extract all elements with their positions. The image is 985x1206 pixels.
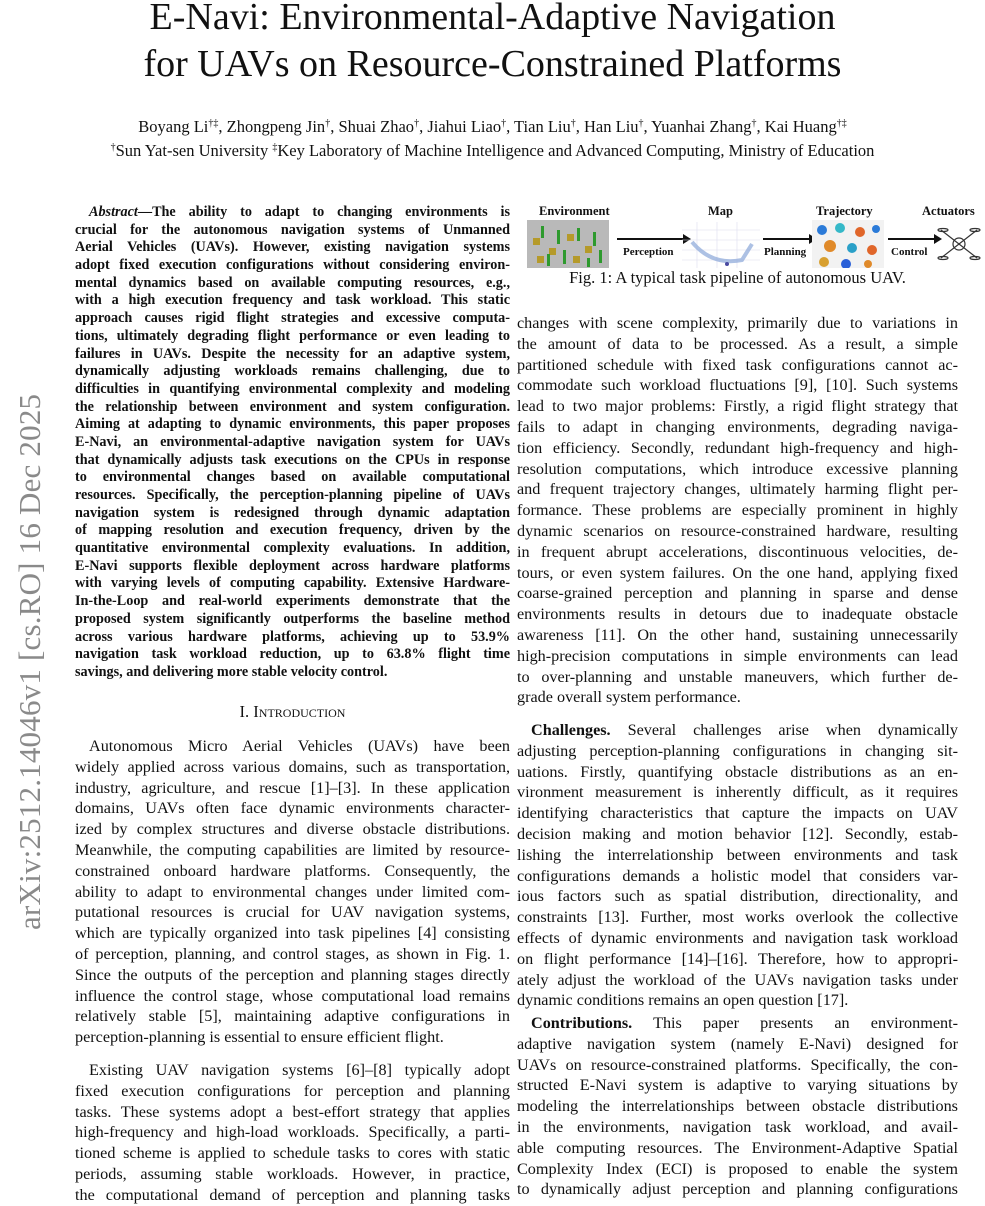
line-text: ability to adapt to environmental changes under limited com- [75,882,510,901]
abstract-line-text: E-Navi, an environmental-adaptive navigation system for UAVs [75,433,510,450]
paragraph-line [75,861,510,882]
paragraph-line [517,417,958,438]
abstract-line [75,522,510,540]
line-text: environments results in detours due to inadequate obstacle [517,605,958,624]
line-text: tioned scheme is applied to schedule tasks to cores with static [75,1144,510,1163]
title-line: for UAVs on Resource-Constrained Platforms [143,43,842,85]
paragraph-line [517,563,958,584]
line-text: lishing the interrelationship between environments and task [517,845,958,864]
line-text: high-precision computations in simple environments can lead [517,646,958,665]
map-image [682,222,760,268]
line-text: putational resources is crucial for UAV navigation systems, [75,903,510,922]
line-text: tion efficiency. Secondly, redundant high-frequency and high- [517,438,958,457]
abstract-line-text: the relationship between environment and system configuration. [75,398,510,415]
paragraph-line [517,928,958,949]
line-text: influence the control stage, whose computational load remains [75,986,510,1005]
abstract-line-text: crucial for the autonomous navigation systems of Unmanned [75,221,510,238]
author-mark: †‡ [208,117,219,129]
paragraph-line [517,1138,958,1159]
author-list [0,117,985,137]
label-map: Map [708,204,733,218]
line-text: decision making and motion behavior [12]. Secondly, estab- [517,824,958,843]
author-separator: , [756,117,765,136]
paragraph-line [517,803,958,824]
abstract-line [75,469,510,487]
paragraph-line [75,1027,510,1048]
line-text: industry, agriculture, and rescue [1]–[3]. In these application [75,778,510,797]
author-separator: , [419,117,428,136]
paragraph-line [517,949,958,970]
paragraph-line [75,944,510,965]
line-text: fixed execution configurations for perception and planning [75,1081,510,1100]
line-text: ious factors such as spatial distribution, directionality, and [517,887,958,906]
arrow-perception [617,238,689,240]
author-name: Tian Liu [514,117,571,136]
abstract-line-text: E-Navi supports flexible deployment across hardware platforms [75,557,510,574]
author-name: Jiahui Liao [427,117,502,136]
abstract-line [75,416,510,434]
abstract-line [75,363,510,381]
paragraph-line [75,757,510,778]
line-text: structed E-Navi system is adaptive to varying situations by [517,1076,958,1095]
paragraph-lead: Contributions. [531,1014,633,1032]
paragraph-line [517,1117,958,1138]
paragraph-line [517,1075,958,1096]
abstract-line [75,505,510,523]
author-mark: † [570,117,576,129]
line-text: and frequent trajectory changes, ultimately harming flight per- [517,480,958,499]
abstract-line-text: navigation system is redesigned through dynamic adaptation [75,504,510,521]
paragraph-line [75,923,510,944]
line-text: constrained onboard hardware platforms. Consequently, the [75,861,510,880]
author-mark: † [414,117,420,129]
author-mark: †‡ [836,117,847,129]
abstract [75,204,510,682]
abstract-line-text: tions, ultimately degrading flight performance or even leading to [75,327,510,344]
paragraph-line [517,762,958,783]
title-line: E-Navi: Environmental-Adaptive Navigation [149,0,836,38]
paragraph-line [517,438,958,459]
paragraph-line [517,667,958,688]
paragraph-line [517,521,958,542]
author-name: Han Liu [584,117,639,136]
figure-1-pipeline [525,200,985,270]
paragraph [517,1013,958,1200]
paragraph [517,313,958,708]
trajectory-image [812,220,884,268]
paragraph-line [75,1081,510,1102]
paragraph-line [517,741,958,762]
abstract-line-text: In-the-Loop and real-world experiments demonstrate that the [75,593,510,610]
paragraph-line [517,583,958,604]
line-text: fails to adapt in changing environments, degrading naviga- [517,417,958,436]
line-text: vironment measurement is inherently difficult, as it requires [517,783,958,802]
author-mark: † [638,117,644,129]
paragraph-line [517,1034,958,1055]
abstract-line [75,646,510,664]
label-actuators: Actuators [922,204,975,218]
abstract-line-text: dynamically adjusting workloads remains challenging, due to [75,363,510,380]
author-separator: , [218,117,227,136]
arrow-control [888,238,940,240]
paragraph-line [75,1006,510,1027]
abstract-line [75,310,510,328]
line-text: the amount of data to be processed. As a result, a simple [517,334,958,353]
line-text: grade overall system performance. [517,688,741,707]
line-text: of perception, planning, and control stages, as shown in Fig. 1. [75,944,510,963]
line-text: modeling the interrelationships between obstacle distributions [517,1097,958,1116]
paragraph-line [75,840,510,861]
paragraph-line [75,965,510,986]
line-text: adaptive navigation system (namely E-Navi) designed for [517,1034,958,1053]
author-separator: , [506,117,515,136]
paragraph-line [75,882,510,903]
abstract-line [75,593,510,611]
label-environment: Environment [539,204,610,218]
line-text: changes with scene complexity, primarily due to variations in [517,314,958,332]
paragraph-line [517,500,958,521]
line-text: Complexity Index (ECI) is proposed to enable the system [517,1159,958,1178]
abstract-line-text: —The ability to adapt to changing environments is [137,204,510,220]
line-text: high-frequency and high-load workloads. Specifically, a parti- [75,1123,510,1142]
abstract-line-text: to environmental changes based on available computational [75,469,510,486]
line-text: identifying characteristics that capture the impacts on UAV [517,804,958,823]
line-text: perception-planning is essential to ensure efficient flight. [75,1028,444,1047]
author-mark: † [751,117,757,129]
paragraph-line [517,396,958,417]
paragraph-line [75,1185,510,1206]
paragraph-line [517,646,958,667]
abstract-line [75,204,510,222]
affiliation-mark: † [110,141,116,153]
label-trajectory: Trajectory [816,204,873,218]
line-text: able computing resources. The Environment-Adaptive Spatial [517,1138,958,1157]
paragraph-line [517,1013,958,1034]
line-text: on flight performance [14]–[16]. Therefore, how to appropri- [517,949,958,968]
line-text: uations. Firstly, quantifying obstacle distributions as an en- [517,762,958,781]
abstract-line [75,239,510,257]
paragraph-line [75,1143,510,1164]
author-name: Kai Huang [764,117,837,136]
line-text: Existing UAV navigation systems [6]–[8] typically adopt [89,1061,510,1079]
abstract-line [75,434,510,452]
line-text: in frequent abrupt accelerations, discontinuous velocities, de- [517,542,958,561]
paragraph-line [517,355,958,376]
abstract-line [75,629,510,647]
line-text: tours, or even system failures. On the one hand, applying fixed [517,563,958,582]
paragraph-line [75,1164,510,1185]
paragraph-line [75,986,510,1007]
abstract-line [75,257,510,275]
paper-title [0,0,985,88]
abstract-line [75,575,510,593]
paragraph-line [75,902,510,923]
abstract-line [75,664,510,682]
figure-caption: Fig. 1: A typical task pipeline of autonomous UAV. [569,268,906,287]
line-text: commodate such workload fluctuations [9], [10]. Such systems [517,376,958,395]
line-text: to dynamically adjust perception and planning configurations [517,1180,958,1199]
author-name: Yuanhai Zhang [651,117,752,136]
line-text: effects of dynamic environments and navigation task workload [517,928,958,947]
paragraph-line [517,604,958,625]
abstract-line-text: that dynamically adjusts task executions on the CPUs in response [75,451,510,468]
environment-image [527,220,609,268]
line-text: Several challenges arise when dynamically [610,721,958,739]
author-mark: † [325,117,331,129]
paragraph-lead: Challenges. [531,721,611,739]
line-text: tasks. These systems adopt a best-effort strategy that applies [75,1102,510,1121]
abstract-line [75,452,510,470]
arxiv-stamp: arXiv:2512.14046v1 [cs.RO] 16 Dec 2025 [12,393,47,930]
line-text: Since the outputs of the perception and planning stages directly [75,965,510,984]
paragraph-line [75,1122,510,1143]
abstract-line [75,487,510,505]
author-name: Zhongpeng Jin [226,117,326,136]
abstract-line [75,222,510,240]
abstract-line-text: resources. Specifically, the perception-planning pipeline of UAVs [75,487,510,503]
abstract-lead: Abstract [89,204,138,220]
paragraph-line [517,1179,958,1200]
paragraph-line [517,866,958,887]
label-planning: Planning [764,246,807,258]
paragraph-line [517,687,958,708]
abstract-line [75,399,510,417]
paragraph-line [517,907,958,928]
author-separator: , [330,117,339,136]
paragraph-line [75,1102,510,1123]
line-text: formance. These problems are especially prominent in highly [517,501,958,520]
line-text: dynamic conditions remains an open question [17]. [517,991,849,1010]
section-heading: I. Introduction [239,702,346,721]
abstract-line-text: of mapping resolution and execution frequency, driven by the [75,522,510,539]
line-text: domains, UAVs often face dynamic environments character- [75,799,510,818]
paragraph-line [517,990,958,1011]
label-control: Control [891,246,928,258]
line-text: in the environments, navigation task workload, and avail- [517,1117,958,1136]
abstract-line [75,381,510,399]
paragraph-line [75,1060,510,1081]
abstract-line [75,275,510,293]
line-text: This paper presents an environment- [632,1014,958,1032]
line-text: partitioned schedule with fixed task configurations cannot ac- [517,355,958,374]
line-text: the computational demand of perception and planning tasks [75,1185,510,1204]
line-text: UAVs on resource-constrained platforms. Specifically, the con- [517,1055,958,1074]
line-text: Meanwhile, the computing capabilities are limited by resource- [75,840,510,859]
paragraph-line [517,970,958,991]
paragraph-line [517,542,958,563]
abstract-line-text: mental dynamics based on available computing resources, e.g., [75,274,510,291]
abstract-line-text: approach causes rigid flight strategies and excessive computa- [75,310,510,327]
paragraph-line [517,313,958,334]
affiliation-name: Sun Yat-sen University [115,141,273,160]
abstract-line [75,540,510,558]
abstract-line-text: failures in UAVs. Despite the necessity for an adaptive system, [75,345,510,362]
drone-icon [937,224,981,264]
paragraph-line [517,824,958,845]
paragraph-line [517,720,958,741]
abstract-line-text: with a high execution frequency and task workload. This static [75,292,510,309]
line-text: relatively stable [5], maintaining adaptive configurations in [75,1007,510,1026]
abstract-line-text: Aiming at adapting to dynamic environments, this paper proposes [75,416,510,433]
line-text: resolution computations, which introduce excessive planning [517,459,958,478]
line-text: dynamic scenarios on resource-constrained hardware, resulting [517,521,958,540]
paragraph-line [75,798,510,819]
line-text: to over-planning and unstable maneuvers, which further de- [517,667,958,686]
paragraph-line [517,782,958,803]
abstract-line-text: quantitative environmental complexity evaluations. In addition, [75,540,510,557]
line-text: lead to two major problems: Firstly, a rigid flight strategy that [517,397,958,416]
abstract-line-text: with varying levels of computing capability. Extensive Hardware- [75,575,510,592]
paragraph [75,736,510,1048]
paragraph-line [517,1055,958,1076]
line-text: ately adjust the workload of the UAVs navigation tasks under [517,970,958,989]
author-name: Shuai Zhao [338,117,415,136]
paragraph-line [517,886,958,907]
label-perception: Perception [623,246,674,258]
paragraph-line [517,479,958,500]
paragraph-line [517,1096,958,1117]
arrow-planning [763,238,815,240]
line-text: periods, assuming stable workloads. However, in practice, [75,1164,510,1183]
author-name: Boyang Li [138,117,209,136]
abstract-line [75,611,510,629]
abstract-line-text: proposed system significantly outperforms the baseline method [75,610,510,627]
line-text: which are typically organized into task pipelines [4] consisting [75,924,510,943]
paragraph-line [75,819,510,840]
line-text: coarse-grained perception and planning in sparse and dense [517,584,958,603]
abstract-line-text: difficulties in quantifying environmental complexity and modeling [75,380,510,397]
author-mark: † [501,117,507,129]
paragraph-line [517,625,958,646]
paragraph-line [517,845,958,866]
paragraph-line [517,1159,958,1180]
abstract-line-text: across various hardware platforms, achieving up to 53.9% [75,628,510,645]
line-text: ized by complex structures and diverse obstacle distributions. [75,820,510,839]
affiliation-name: Key Laboratory of Machine Intelligence and Advanced Computing, Ministry of Education [277,141,875,160]
paragraph-line [75,736,510,757]
abstract-line [75,346,510,364]
paragraph-line [75,778,510,799]
line-text: Autonomous Micro Aerial Vehicles (UAVs) have been [89,737,510,755]
line-text: constraints [13]. Further, most works overlook the collective [517,908,958,927]
abstract-line-text: adopt fixed execution configurations without considering environ- [75,257,510,274]
line-text: adjusting perception-planning configurations in changing sit- [517,741,958,760]
author-separator: , [575,117,584,136]
paragraph [75,1060,510,1206]
abstract-line-text: navigation task workload reduction, up to 63.8% flight time [75,646,510,663]
paragraph-line [517,375,958,396]
line-text: configurations demands a holistic model that considers var- [517,866,958,885]
line-text: widely applied across various domains, such as transportation, [75,757,510,776]
abstract-line-text: savings, and delivering more stable velocity control. [75,663,388,680]
line-text: awareness [11]. On the other hand, sustaining unnecessarily [517,625,958,644]
author-separator: , [643,117,652,136]
paragraph [517,720,958,1011]
abstract-line [75,292,510,310]
paragraph-line [517,459,958,480]
affiliations [0,141,985,161]
abstract-line-text: Aerial Vehicles (UAVs). However, existing navigation systems [75,239,510,256]
paragraph-line [517,334,958,355]
affiliation-mark: ‡ [272,141,278,153]
abstract-line [75,558,510,576]
abstract-line [75,328,510,346]
